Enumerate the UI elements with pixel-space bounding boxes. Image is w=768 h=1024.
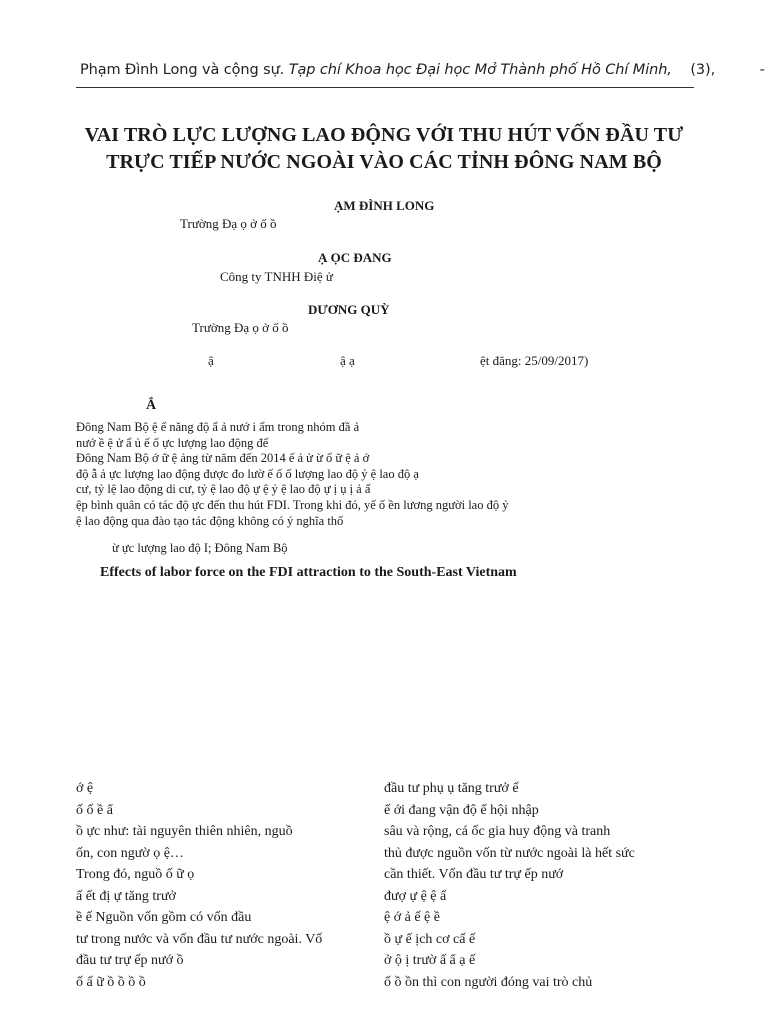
header-journal: Tạp chí Khoa học Đại học Mở Thành phố Hồ Chí Minh, [288,62,672,78]
abstract-line: cư, tỷ lệ lao động di cư, tỷ ệ lao độ ự ệ ỷ ệ lao độ ự ị ụ ị ả ấ [76,482,371,497]
header-authors: Phạm Đình Long và cộng sự. [80,62,285,78]
author-3-affiliation: Trường Đạ ọ ở ố ồ [192,320,289,335]
body-line: ớ ệ [76,781,94,796]
body-line: đầu tư trự ếp nướ ồ [76,953,184,968]
body-line: ố ồ ồn thì con người đóng vai trò chủ [384,974,593,990]
body-line: thủ được nguồn vốn từ nước ngoài là hết sức [384,845,635,861]
author-1-name: ẠM ĐÌNH LONG [334,198,435,213]
paper-title [60,122,708,176]
body-line: ố ố ề ẩ [76,802,113,818]
title-line-2: TRỰC TIẾP NƯỚC NGOÀI VÀO CÁC TỈNH ĐÔNG NAM BỘ [106,151,662,173]
abstract-line: độ ẫ ả ực lượng lao động được đo lườ ế ố ố lượng lao độ ỷ ệ lao độ ạ [76,466,419,481]
abstract-body [76,420,696,529]
abstract-line: Đông Nam Bộ ớ ữ ệ ảng từ năm đến 2014 ế ả ử ừ ổ ữ ệ ả ớ [76,451,370,466]
body-line: ề ế Nguồn vốn gồm có vốn đầu [76,910,252,925]
header-pages: - [759,62,765,78]
body-line: ệ ớ ả ế ệ ề [384,910,440,925]
header-rule [76,87,694,88]
abstract-heading: Ắ [146,398,157,413]
body-column-right [384,778,694,993]
body-line: sâu và rộng, cá ốc gia huy động và tranh [384,824,611,839]
abstract-line: nướ ề ệ ử ẩ ủ ế ố ực lượng lao động để [76,435,269,450]
abstract-line: ệp bình quân có tác độ ực đến thu hút FDI. Trong khi đó, yế ố ền lương người lao độ ỷ [76,497,509,512]
header-issue: (3), [690,62,716,78]
body-line: ố ấ ữ ồ ồ ồ ồ [76,974,146,990]
abstract-line: ệ lao động qua đào tạo tác động không có ý nghĩa thố [76,513,344,528]
body-line: ế ới đang vận độ ế hội nhập [384,802,539,818]
body-line: đầu tư phụ ụ tăng trưở ế [384,781,519,796]
body-line: đượ ự ệ ệ ấ [384,888,447,904]
english-title: Effects of labor force on the FDI attraction to the South-East Vietnam [100,565,517,580]
body-line: Trong đó, nguồ ố ữ ọ [76,867,195,882]
author-1-affiliation: Trường Đạ ọ ở ố ồ [180,216,277,231]
body-line: ấ ết đị ự tăng trưở [76,888,176,904]
body-line: tư trong nước và vốn đầu tư nước ngoài. Vố [76,931,323,947]
title-line-1: VAI TRÒ LỰC LƯỢNG LAO ĐỘNG VỚI THU HÚT VỐN ĐẦU TƯ [84,124,684,146]
author-2-affiliation: Công ty TNHH Điệ ử [220,269,333,284]
body-line: cần thiết. Vốn đầu tư trự ếp nướ [384,867,564,882]
body-line: ốn, con ngườ ọ ệ… [76,845,184,861]
date-accepted: ệt đăng: 25/09/2017) [480,353,589,368]
author-2-name: Ạ ỌC ĐANG [318,250,392,265]
body-line: ồ ự ế ịch cơ cấ ế [384,931,476,947]
body-line: ở ộ ị trườ ấ ẩ ạ ế [384,953,476,968]
date-received: ậ [208,353,214,368]
abstract-line: Đông Nam Bộ ệ ế năng độ ẩ ả nướ i ẩm trong nhóm đầ ả [76,420,360,434]
date-revised: ậ ạ [340,353,355,368]
body-column-left [76,778,386,993]
keywords: ừ ực lượng lao độ I; Đông Nam Bộ [112,541,288,555]
body-line: ồ ực như: tài nguyên thiên nhiên, nguồ [76,824,293,839]
running-header [80,62,765,78]
author-3-name: DƯƠNG QUỲ [308,302,390,317]
